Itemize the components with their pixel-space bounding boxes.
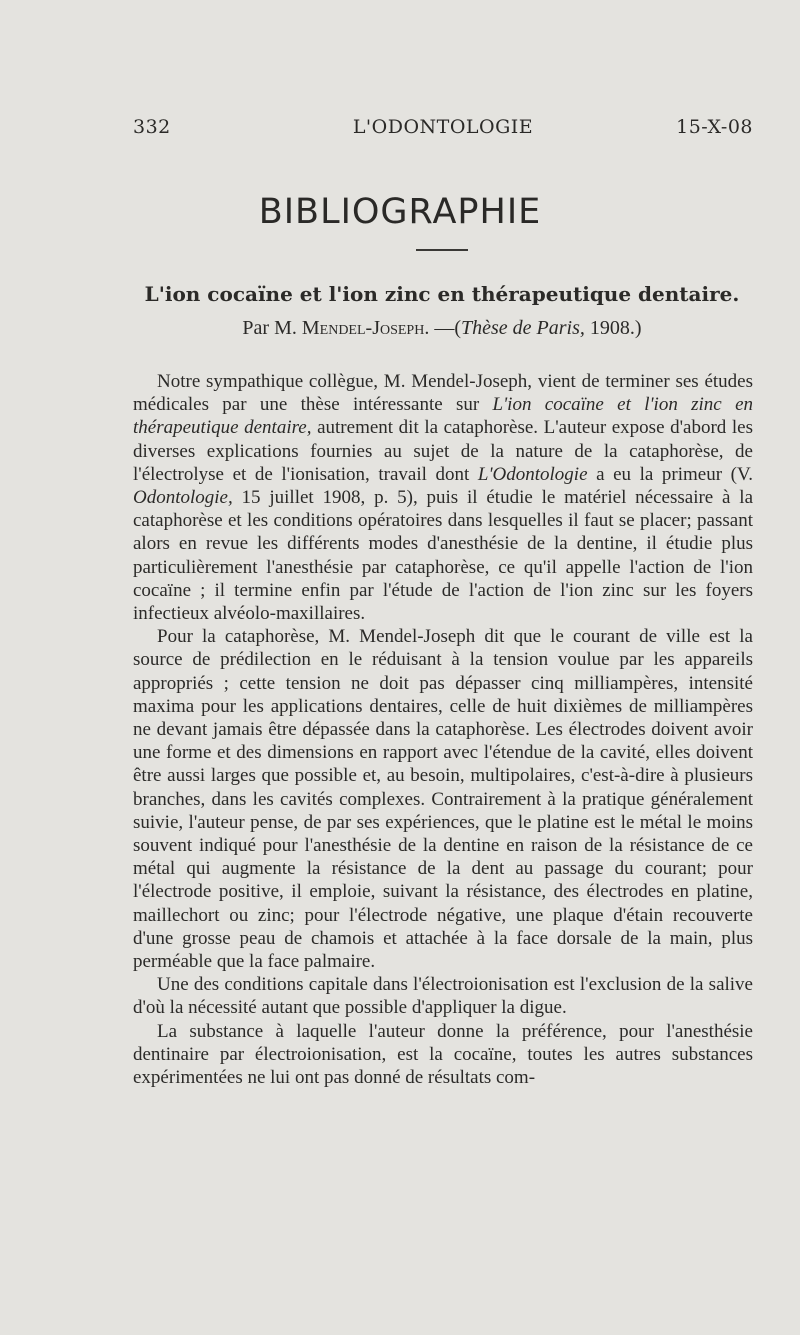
p1-text-g: 15 juillet 1908, p. 5), puis il étudie le matériel nécessaire à la cataphorèse et les conditions opératoires dans lesquelles il faut se placer; passant alors en revue les différents modes d'anesthésie de la dentine, il étudie plus particulièrement l'anesthésie par cataphorèse, ce qu'il appelle l'action de l'ion cocaïne ; il termine enfin par l'étude de l'action de l'ion zinc sur les foyers infectieux alvéolo-maxillaires. (133, 487, 753, 625)
paragraph-3: Une des conditions capitale dans l'électroionisation est l'exclusion de la salive d'où la nécessité autant que possible d'appliquer la digue. (133, 974, 753, 1019)
p1-journal-ref-2: Odontologie, (133, 487, 233, 509)
p1-journal-ref: L'Odontologie (477, 463, 588, 485)
running-head (133, 116, 753, 146)
article-title: L'ion cocaïne et l'ion zinc en thérapeutique dentaire. (144, 282, 740, 306)
byline-prefix: Par M. (242, 317, 297, 339)
paragraph-2: Pour la cataphorèse, M. Mendel-Joseph dit que le courant de ville est la source de prédilection en le réduisant à la tension voulue par les appareils appropriés ; cette tension ne doit pas dépasser cinq milliampères, intensité maxima pour les applications dentaires, celle de huit dixièmes de milliampères ne devant jamais être dépassée dans la cataphorèse. Les électrodes doivent avoir une forme et des dimensions en rapport avec l'étendue de la cavité, elles doivent être aussi larges que possible et, au besoin, multipolaires, c'est-à-dire à plusieurs branches, dans les cavités complexes. Contrairement à la pratique généralement suivie, l'auteur pense, de par ses expériences, que le platine est le métal le moins souvent indiqué pour l'anesthésie de la dentine en raison de la résistance de ce métal qui augmente la résistance de la dent au passage du courant; pour l'électrode positive, il emploie, suivant la résistance, des électrodes en platine, maillechort ou zinc; pour l'électrode négative, une plaque d'étain recouverte d'une grosse peau de chamois et attachée à la face dorsale de la main, plus perméable que la face palmaire. (133, 626, 753, 973)
source-title: Thèse de Paris, (461, 317, 585, 339)
issue-date: 15-X-08 (676, 116, 753, 138)
journal-name: L'ODONTOLOGIE (352, 116, 534, 138)
article-body (133, 370, 753, 1089)
page-number: 332 (133, 116, 171, 138)
p1-text-a: Notre sympathique collègue, M. Mendel-Joseph, vient de terminer ses études médicales par une thèse intéressante sur (133, 371, 753, 416)
byline-dash: . —( (424, 317, 461, 339)
p1-text-e: a eu la primeur (V. (587, 463, 754, 485)
section-title: BIBLIOGRAPHIE (258, 192, 542, 232)
author-name: Mendel-Joseph (301, 317, 425, 339)
p1-text-c: autrement dit la cataphorèse. L'auteur expose d'abord les diverses explications fournies au sujet de la nature de la cataphorèse, de l'électrolyse et de l'ionisation, travail dont (133, 417, 753, 485)
paragraph-4: La substance à laquelle l'auteur donne la préférence, pour l'anesthésie dentinaire par électroionisation, est la cocaïne, toutes les autres substances expérimentées ne lui ont pas donné de résultats com- (133, 1020, 753, 1089)
byline (0, 317, 800, 340)
source-year: 1908.) (584, 317, 642, 339)
p1-thesis-title: L'ion cocaïne et l'ion zinc en thérapeutique dentaire, (133, 394, 753, 439)
title-rule (416, 249, 468, 251)
paragraph-1 (133, 370, 753, 625)
